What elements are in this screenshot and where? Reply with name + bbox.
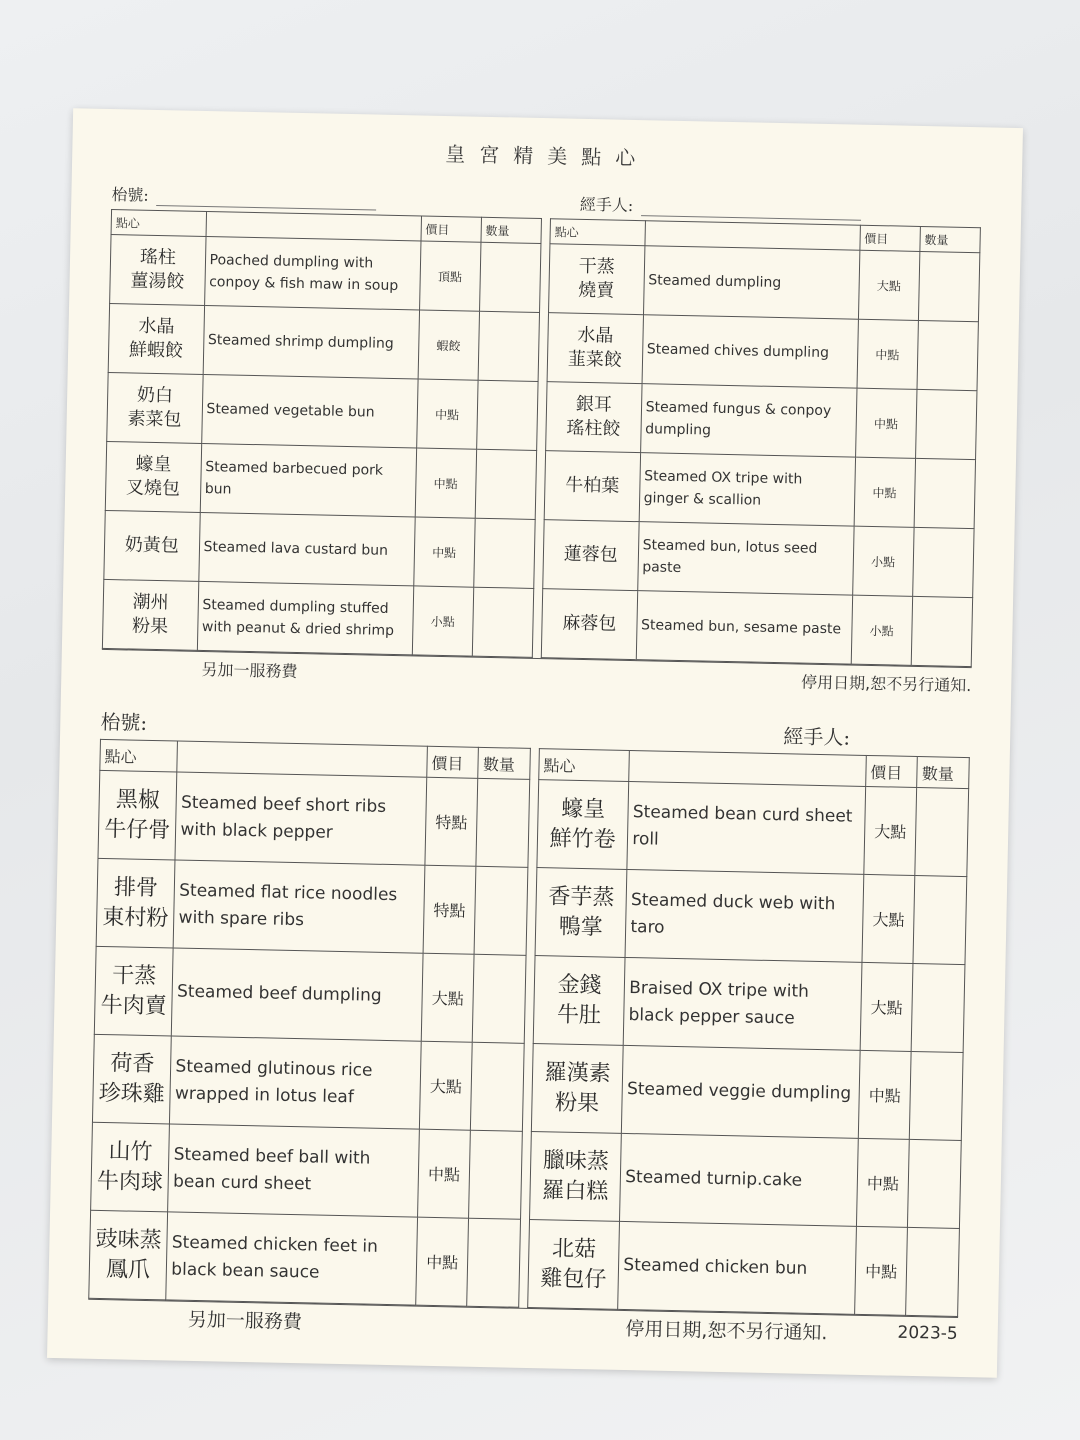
quantity-cell[interactable] (473, 954, 526, 1043)
quantity-cell[interactable] (906, 1227, 959, 1316)
menu-title: 皇宮精美點心 (445, 141, 650, 171)
menu-item-row (547, 313, 978, 391)
dish-price-tier: 蝦餃 (418, 310, 480, 380)
dish-chinese-name: 蠔皇 鮮竹卷 (537, 780, 629, 870)
dish-english-name: Steamed flat rice noodles with spare ribs (174, 860, 425, 953)
handler-line (641, 214, 861, 221)
bottom-order-form (88, 699, 971, 1350)
quantity-cell[interactable] (908, 1139, 961, 1228)
top-tables (102, 209, 981, 667)
menu-item-row (105, 441, 536, 519)
header-qty: 數量 (481, 217, 542, 243)
dish-chinese-name: 荷香 珍珠雞 (92, 1034, 171, 1124)
dish-price-tier: 大點 (419, 1041, 472, 1130)
header-item: 點心 (539, 749, 630, 782)
quantity-cell[interactable] (472, 587, 534, 657)
menu-item-row (91, 1122, 523, 1219)
menu-item-row (528, 1219, 960, 1316)
header-price: 價目 (865, 755, 917, 787)
menu-item-row (102, 579, 533, 657)
menu-item-row (531, 1044, 963, 1141)
menu-item-row (107, 372, 538, 450)
quantity-cell[interactable] (915, 389, 977, 459)
dish-chinese-name: 金錢 牛肚 (533, 956, 625, 1046)
dish-price-tier: 中點 (416, 379, 478, 449)
header-blank (629, 750, 866, 786)
dish-english-name: Steamed bun, lotus seed paste (637, 522, 853, 595)
footer-right-group (625, 1314, 958, 1348)
dish-english-name: Steamed bun, sesame paste (636, 591, 852, 664)
menu-item-row (104, 510, 535, 588)
menu-item-row (96, 858, 528, 955)
table-number-label: 枱號: (111, 185, 149, 205)
menu-item-row (549, 244, 980, 322)
quantity-cell[interactable] (469, 1130, 522, 1219)
header-item: 點心 (100, 739, 178, 772)
menu-item-row (541, 589, 972, 667)
dish-chinese-name: 黑椒 牛仔骨 (98, 770, 177, 860)
menu-item-row (546, 382, 977, 460)
dish-chinese-name: 蓮蓉包 (543, 520, 639, 591)
dish-chinese-name: 水晶 韮菜餃 (547, 313, 643, 384)
dish-price-tier: 特點 (425, 777, 478, 866)
menu-item-row (98, 770, 530, 867)
dish-chinese-name: 銀耳 瑤柱餃 (546, 382, 642, 453)
dish-price-tier: 中點 (857, 319, 919, 389)
dish-chinese-name: 奶白 素菜包 (107, 372, 203, 443)
dish-chinese-name: 山竹 牛肉球 (91, 1122, 170, 1212)
dish-english-name: Steamed beef ball with bean curd sheet (168, 1124, 419, 1217)
table-number-field[interactable] (111, 182, 377, 211)
quantity-cell[interactable] (476, 380, 538, 450)
menu-item-row (544, 451, 975, 529)
form-code: 2023-5 (897, 1322, 958, 1344)
quantity-cell[interactable] (912, 963, 965, 1052)
menu-item-row (533, 956, 965, 1053)
discontinue-notice: 停用日期,恕不另行通知. (625, 1317, 828, 1344)
menu-item-row (108, 303, 539, 381)
dish-chinese-name: 水晶 鮮蝦餃 (108, 303, 204, 374)
dish-chinese-name: 麻蓉包 (541, 589, 637, 660)
menu-item-row (94, 946, 526, 1043)
menu-item-row (537, 780, 969, 877)
service-charge-note: 另加一服務費 (201, 659, 298, 681)
dish-price-tier: 大點 (864, 786, 917, 875)
menu-item-row (535, 868, 967, 965)
dish-price-tier: 中點 (417, 1129, 470, 1218)
quantity-cell[interactable] (475, 449, 537, 519)
dish-english-name: Steamed beef dumpling (172, 948, 423, 1041)
handler-label: 經手人: (579, 194, 634, 215)
dish-price-tier: 大點 (421, 953, 474, 1042)
dish-chinese-name: 臘味蒸 羅白糕 (530, 1132, 622, 1222)
dish-chinese-name: 瑤柱 薑湯餃 (110, 235, 206, 306)
header-blank (177, 741, 427, 777)
header-price: 價目 (427, 746, 479, 778)
dish-english-name: Steamed barbecued pork bun (200, 443, 416, 516)
dish-price-tier: 中點 (854, 457, 916, 527)
dish-price-tier: 中點 (856, 1138, 909, 1227)
quantity-cell[interactable] (479, 242, 541, 312)
dish-english-name: Steamed chicken bun (618, 1221, 856, 1314)
table-number-label: 枱號: (100, 709, 148, 735)
service-charge-note: 另加一服務費 (187, 1308, 303, 1333)
dish-english-name: Braised OX tripe with black pepper sauce (623, 957, 861, 1050)
menu-order-sheet (47, 108, 1023, 1378)
quantity-cell[interactable] (918, 251, 980, 321)
dish-english-name: Steamed dumpling stuffed with peanut & dried shrimp (197, 581, 413, 654)
table-number-field[interactable] (100, 706, 147, 736)
dish-english-name: Steamed beef short ribs with black pepper (175, 772, 426, 865)
dish-english-name: Steamed vegetable bun (201, 374, 417, 447)
dish-english-name: Steamed dumpling (643, 246, 859, 319)
dish-chinese-name: 羅漢素 粉果 (531, 1044, 623, 1134)
dish-price-tier: 中點 (854, 1226, 907, 1315)
top-right-table (541, 218, 981, 667)
header-item: 點心 (550, 219, 645, 246)
quantity-cell[interactable] (476, 778, 529, 867)
quantity-cell[interactable] (478, 311, 540, 381)
dish-price-tier: 中點 (855, 388, 917, 458)
bottom-tables (88, 739, 970, 1317)
table-number-line (157, 204, 377, 211)
quantity-cell[interactable] (912, 527, 974, 597)
dish-price-tier: 中點 (858, 1050, 911, 1139)
quantity-cell[interactable] (915, 788, 968, 877)
quantity-cell[interactable] (474, 866, 527, 955)
dish-price-tier: 中點 (413, 517, 475, 587)
menu-item-row (543, 520, 974, 598)
dish-english-name: Steamed chicken feet in black bean sauce (166, 1212, 417, 1305)
dish-english-name: Steamed veggie dumpling (622, 1045, 860, 1138)
dish-chinese-name: 干蒸 牛肉賣 (94, 946, 173, 1036)
dish-price-tier: 大點 (860, 962, 913, 1051)
dish-chinese-name: 香芋蒸 鴨掌 (535, 868, 627, 958)
dish-chinese-name: 牛柏葉 (544, 451, 640, 522)
dish-price-tier: 小點 (851, 595, 913, 665)
menu-item-row (89, 1210, 521, 1307)
header-price: 價目 (421, 216, 482, 242)
dish-english-name: Steamed bean curd sheet roll (627, 781, 865, 874)
dish-chinese-name: 干蒸 燒賣 (549, 244, 645, 315)
header-item: 點心 (111, 210, 206, 237)
top-order-form (101, 169, 982, 700)
dish-english-name: Steamed shrimp dumpling (203, 305, 419, 378)
menu-item-row (92, 1034, 524, 1131)
dish-chinese-name: 豉味蒸 鳳爪 (89, 1210, 168, 1300)
handler-field[interactable] (783, 720, 850, 750)
quantity-cell[interactable] (910, 1051, 963, 1140)
dish-english-name: Steamed fungus & conpoy dumpling (640, 384, 856, 457)
dish-english-name: Steamed duck web with taro (625, 869, 863, 962)
dish-price-tier: 小點 (852, 526, 914, 596)
dish-price-tier: 特點 (423, 865, 476, 954)
top-left-table (102, 209, 542, 658)
quantity-cell[interactable] (917, 320, 979, 390)
dish-english-name: Steamed turnip.cake (620, 1133, 858, 1226)
handler-field[interactable] (580, 192, 862, 221)
header-qty: 數量 (917, 757, 969, 789)
header-qty: 數量 (478, 747, 530, 779)
dish-chinese-name: 北菇 雞包仔 (528, 1219, 620, 1309)
footer-right-group (801, 669, 972, 696)
header-qty: 數量 (920, 226, 981, 252)
dish-chinese-name: 排骨 東村粉 (96, 858, 175, 948)
dish-english-name: Poached dumpling with conpoy & fish maw in soup (204, 236, 420, 309)
dish-english-name: Steamed lava custard bun (198, 512, 414, 585)
bottom-left-table (88, 739, 531, 1308)
menu-item-row (530, 1132, 962, 1229)
dish-price-tier: 大點 (858, 250, 920, 320)
dish-english-name: Steamed chives dumpling (642, 315, 858, 388)
dish-chinese-name: 蠔皇 叉燒包 (105, 441, 201, 512)
dish-price-tier: 大點 (862, 874, 915, 963)
quantity-cell[interactable] (914, 458, 976, 528)
quantity-cell[interactable] (913, 875, 966, 964)
quantity-cell[interactable] (467, 1218, 520, 1307)
quantity-cell[interactable] (471, 1042, 524, 1131)
header-price: 價目 (860, 225, 921, 251)
quantity-cell[interactable] (911, 596, 973, 666)
dish-chinese-name: 潮州 粉果 (102, 579, 198, 650)
discontinue-notice: 停用日期,恕不另行通知. (800, 672, 972, 695)
menu-item-row (110, 235, 541, 313)
dish-english-name: Steamed OX tripe with ginger & scallion (639, 453, 855, 526)
dish-price-tier: 頂點 (419, 241, 481, 311)
dish-price-tier: 小點 (412, 586, 474, 656)
dish-english-name: Steamed glutinous rice wrapped in lotus leaf (170, 1036, 421, 1129)
handler-label: 經手人: (783, 724, 851, 750)
quantity-cell[interactable] (474, 518, 536, 588)
bottom-right-table (527, 748, 970, 1317)
dish-chinese-name: 奶黃包 (104, 510, 200, 581)
dish-price-tier: 中點 (415, 448, 477, 518)
dish-price-tier: 中點 (415, 1217, 468, 1306)
